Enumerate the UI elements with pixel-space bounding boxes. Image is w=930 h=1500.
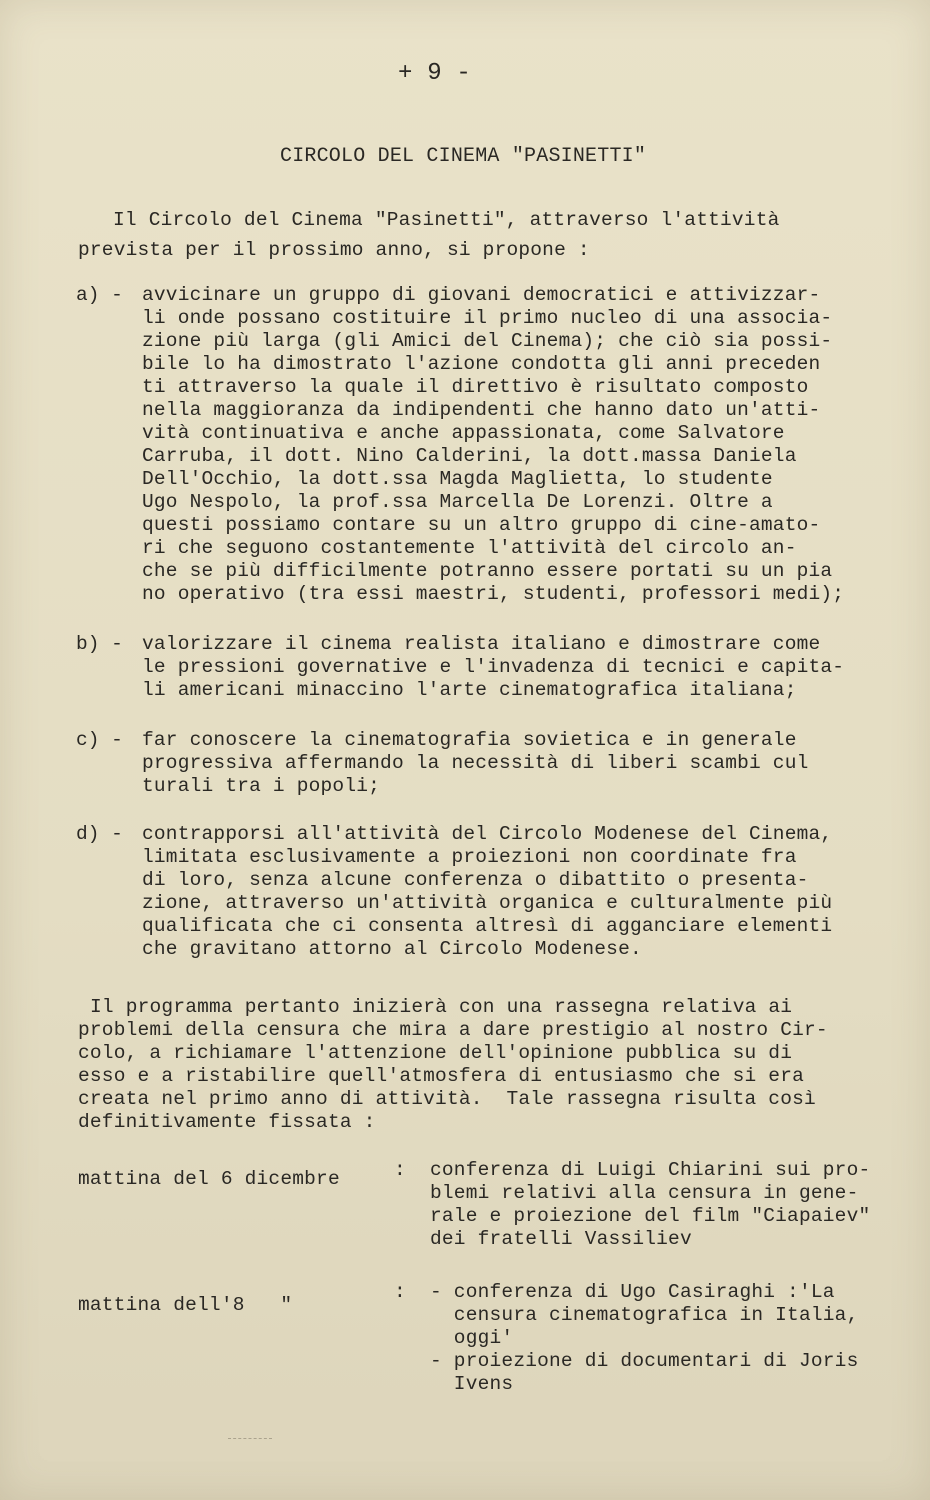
- document-title: CIRCOLO DEL CINEMA "PASINETTI": [280, 145, 647, 168]
- objective-line: limitata esclusivamente a proiezioni non coordinate fra: [142, 846, 797, 868]
- objective-line: questi possiamo contare su un altro gruppo di cine-amato-: [142, 514, 821, 536]
- objective-label: b) -: [76, 633, 123, 655]
- objective-line: ti attraverso la quale il direttivo è risultato composto: [142, 376, 809, 398]
- objective-line: turali tra i popoli;: [142, 775, 381, 797]
- objective-line: Dell'Occhio, la dott.ssa Magda Maglietta, lo studente: [142, 468, 773, 490]
- objective-line: zione, attraverso un'attività organica e culturalmente più: [142, 892, 833, 914]
- objective-line: di loro, senza alcune conferenza o dibattito o presenta-: [142, 869, 809, 891]
- schedule-line: - conferenza di Ugo Casiraghi :'La: [430, 1281, 835, 1303]
- schedule-when: mattina del 6 dicembre: [78, 1168, 340, 1190]
- schedule-separator: :: [394, 1159, 406, 1181]
- intro-line: Il Circolo del Cinema "Pasinetti", attraverso l'attività: [113, 209, 780, 231]
- schedule-line: oggi': [430, 1327, 514, 1349]
- objective-line: Carruba, il dott. Nino Calderini, la dott.massa Daniela: [142, 445, 797, 467]
- objective-line: bile lo ha dimostrato l'azione condotta gli anni preceden: [142, 353, 821, 375]
- objective-label: a) -: [76, 284, 123, 306]
- schedule-line: censura cinematografica in Italia,: [430, 1304, 859, 1326]
- objective-line: progressiva affermando la necessità di liberi scambi cul: [142, 752, 809, 774]
- schedule-line: dei fratelli Vassiliev: [430, 1228, 692, 1250]
- program-line: Il programma pertanto inizierà con una rassegna relativa ai: [90, 996, 793, 1018]
- intro-line: prevista per il prossimo anno, si propone :: [78, 239, 590, 261]
- objective-line: che se più difficilmente potranno essere portati su un pia: [142, 560, 833, 582]
- objective-line: Ugo Nespolo, la prof.ssa Marcella De Lorenzi. Oltre a: [142, 491, 773, 513]
- objective-line: nella maggioranza da indipendenti che hanno dato un'atti-: [142, 399, 821, 421]
- objective-line: le pressioni governative e l'invadenza di tecnici e capita-: [142, 656, 845, 678]
- objective-line: no operativo (tra essi maestri, studenti, professori medi);: [142, 583, 845, 605]
- objective-line: vità continuativa e anche appassionata, come Salvatore: [142, 422, 785, 444]
- program-line: definitivamente fissata :: [78, 1111, 376, 1133]
- schedule-when: mattina dell'8 ": [78, 1294, 293, 1316]
- objective-line: valorizzare il cinema realista italiano e dimostrare come: [142, 633, 821, 655]
- program-line: creata nel primo anno di attività. Tale rassegna risulta così: [78, 1088, 816, 1110]
- objective-line: zione più larga (gli Amici del Cinema); che ciò sia possi-: [142, 330, 833, 352]
- schedule-line: Ivens: [430, 1373, 514, 1395]
- schedule-line: blemi relativi alla censura in gene-: [430, 1182, 859, 1204]
- objective-line: contrapporsi all'attività del Circolo Modenese del Cinema,: [142, 823, 833, 845]
- program-line: colo, a richiamare l'attenzione dell'opinione pubblica su di: [78, 1042, 793, 1064]
- page-number: + 9 -: [398, 60, 472, 87]
- objective-line: che gravitano attorno al Circolo Modenese.: [142, 938, 642, 960]
- objective-line: qualificata che ci consenta altresì di agganciare elementi: [142, 915, 833, 937]
- objective-line: li onde possano costituire il primo nucleo di una associa-: [142, 307, 833, 329]
- program-line: problemi della censura che mira a dare prestigio al nostro Cir-: [78, 1019, 828, 1041]
- objective-line: li americani minaccino l'arte cinematografica italiana;: [142, 679, 797, 701]
- schedule-separator: :: [394, 1281, 406, 1303]
- objective-line: far conoscere la cinematografia sovietica e in generale: [142, 729, 797, 751]
- objective-line: avvicinare un gruppo di giovani democratici e attivizzar-: [142, 284, 821, 306]
- schedule-line: conferenza di Luigi Chiarini sui pro-: [430, 1159, 871, 1181]
- objective-label: d) -: [76, 823, 123, 845]
- schedule-line: - proiezione di documentari di Joris: [430, 1350, 859, 1372]
- objective-line: ri che seguono costantemente l'attività del circolo an-: [142, 537, 797, 559]
- schedule-line: rale e proiezione del film "Ciapaiev": [430, 1205, 871, 1227]
- program-line: esso e a ristabilire quell'atmosfera di entusiasmo che si era: [78, 1065, 805, 1087]
- objective-label: c) -: [76, 729, 123, 751]
- ink-smudge: [228, 1438, 272, 1442]
